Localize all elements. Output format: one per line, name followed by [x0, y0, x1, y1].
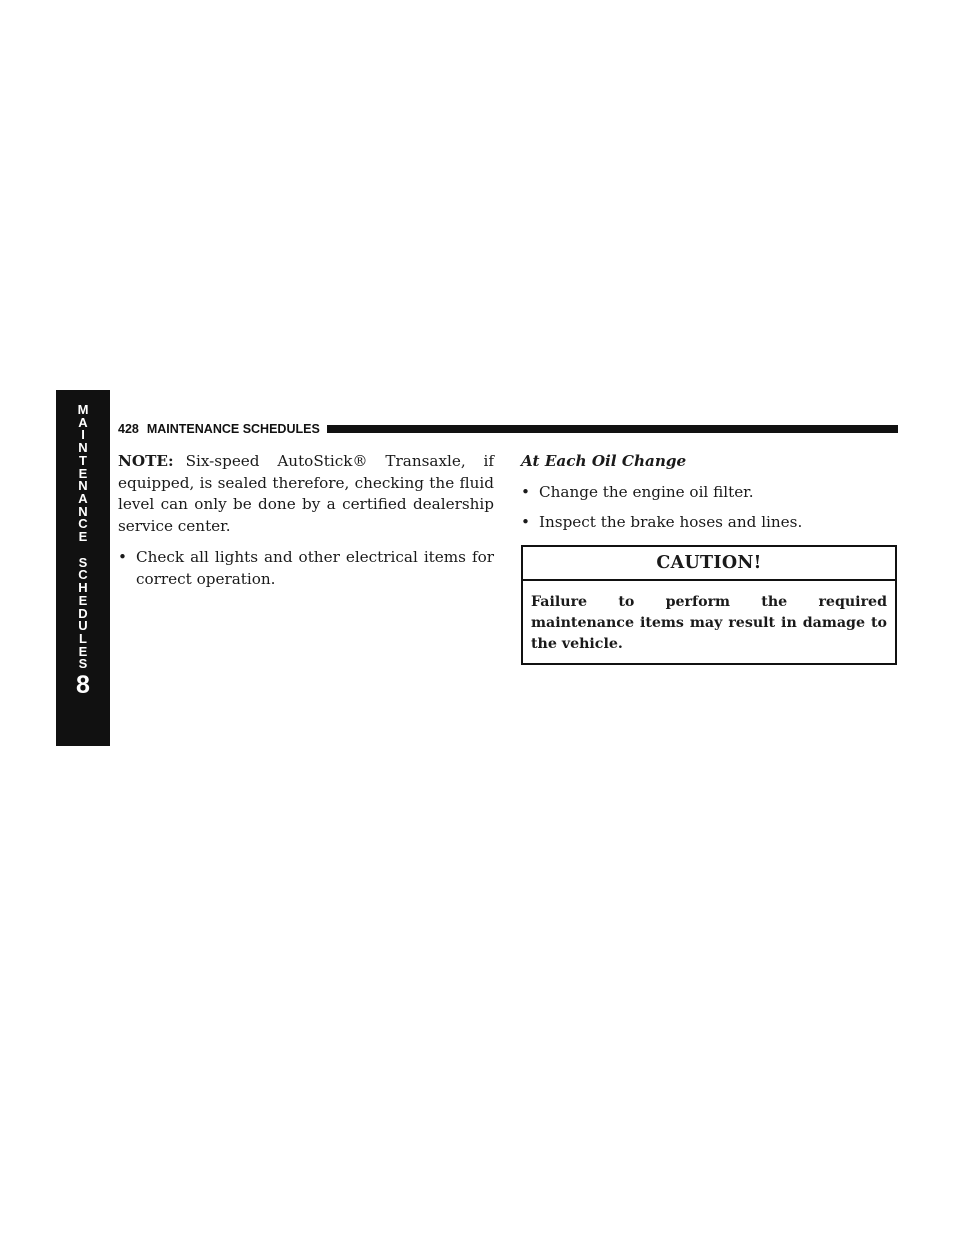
- tab-letter: T: [79, 452, 87, 468]
- tab-letter: N: [78, 440, 88, 456]
- list-item-text: Change the engine oil filter.: [539, 482, 754, 501]
- tab-letter: H: [78, 580, 88, 596]
- tab-letter: E: [78, 529, 88, 545]
- tab-letter: C: [78, 567, 88, 583]
- tab-letter: E: [78, 592, 88, 608]
- list-item-text: Check all lights and other electrical items for correct operation.: [136, 548, 494, 588]
- chapter-side-tab: [56, 390, 110, 746]
- tab-letter: D: [78, 605, 88, 621]
- tab-letter: S: [78, 656, 88, 672]
- right-bullet-list: [521, 482, 897, 534]
- tab-letter: N: [78, 478, 88, 494]
- tab-letter: E: [78, 643, 88, 659]
- tab-letter: S: [78, 554, 88, 570]
- section-title: MAINTENANCE SCHEDULES: [146, 422, 320, 436]
- header-rule: [327, 425, 898, 433]
- tab-letter: U: [78, 618, 88, 634]
- caution-body: Failure to perform the required maintenance items may result in damage to the vehicle.: [531, 594, 887, 652]
- tab-letter: M: [77, 402, 89, 417]
- caution-title: CAUTION!: [523, 547, 895, 582]
- chapter-tab-letters: [78, 404, 89, 671]
- list-item: [118, 547, 494, 590]
- bullet-icon: •: [521, 482, 530, 501]
- left-column: [118, 451, 494, 599]
- tab-letter: N: [78, 503, 88, 519]
- note-paragraph: [118, 451, 494, 537]
- page-header: [118, 421, 898, 437]
- tab-letter: A: [78, 414, 88, 430]
- caution-box: [521, 545, 897, 666]
- tab-letter: I: [81, 427, 85, 443]
- tab-letter: C: [78, 516, 88, 532]
- subheading: At Each Oil Change: [521, 452, 687, 470]
- note-label: NOTE:: [118, 452, 174, 470]
- left-bullet-list: [118, 547, 494, 590]
- list-item-text: Inspect the brake hoses and lines.: [539, 513, 803, 531]
- page-number: 428: [118, 422, 139, 436]
- tab-letter: E: [78, 465, 88, 481]
- tab-letter: A: [78, 490, 88, 506]
- chapter-number: 8: [76, 671, 90, 700]
- note-text: Six-speed AutoStick® Transaxle, if equipped, is sealed therefore, checking the fluid level can only be done by a certified dealership service center.: [118, 452, 494, 535]
- list-item: [521, 512, 897, 534]
- list-item: [521, 482, 897, 504]
- bullet-icon: •: [118, 548, 127, 566]
- tab-letter: L: [79, 630, 87, 646]
- right-column: [521, 451, 897, 665]
- bullet-icon: •: [521, 513, 530, 531]
